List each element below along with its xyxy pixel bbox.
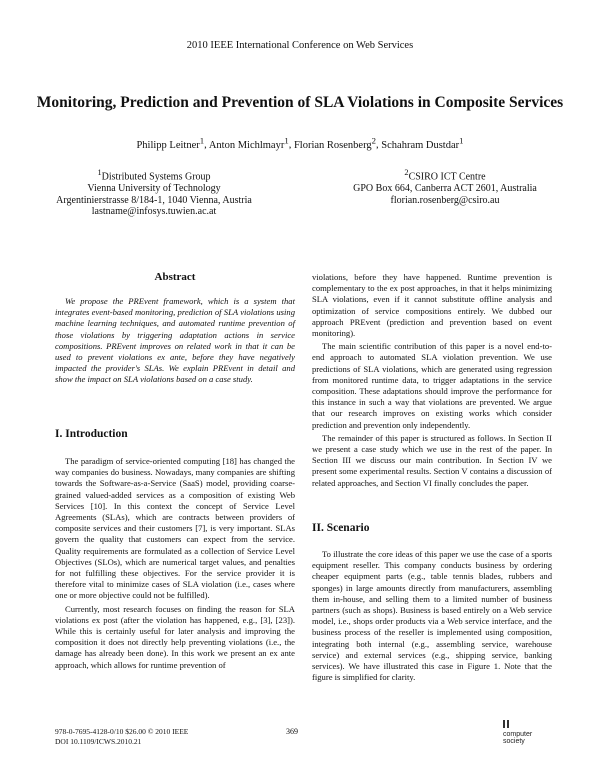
author-name: Philipp Leitner$^1$ [136,135,205,151]
footer-copyright: 978-0-7695-4128-0/10 $26.00 © 2010 IEEE DOI 10.1109/ICWS.2010.21 [55,727,189,746]
scenario-body [312,549,552,685]
paragraph: To illustrate the core ideas of this paper we use the case of a sports equipment reseller. This company conducts business by ordering cheaper equipment parts (e.g., table tennis blades, rubbers and sponges) in large amounts directly from manufacturers, assembling them in-house, and selling them to a limited number of business partners (such as shops). Business is based entirely on a Web service model, i.e., shops order products via a Web service interface, and the business process of the reseller is implemented using composition, integrating both internal (e.g., assembling service, warehouse service) and external services (e.g., shipping service, banking services). We have illustrated this case in Figure 1. Note that the figure is simplified for clarity. [312,549,552,683]
paper-title: Monitoring, Prediction and Prevention of SLA Violations in Composite Services [36,94,564,111]
introduction-body [55,456,295,673]
conference-header: 2010 IEEE International Conference on Web Services [186,40,414,51]
section-heading-introduction: I. Introduction [55,428,128,440]
paragraph: Currently, most research focuses on finding the reason for SLA violations ex post (after the violation has happened, e.g., [3], [23]). While this is certainly useful for later analysis and improving the composition it does not directly help preventing violations (i.e., the damage has already been done). In this work we present an ex ante approach, which allows for runtime prevention of [55,603,295,670]
computer-society-logo: computer society [503,720,545,742]
paragraph: violations, before they have happened. Runtime prevention is complementary to the ex post approaches, in that it helps minimizing SLA violations, even if it cannot substitute offline analysis and optimization of service compositions entirely. We dubbed our approach PREvent (prediction and prevention based on event monitoring). [312,272,552,339]
author-name: Anton Michlmayr$^1$ [208,135,289,151]
abstract-heading: Abstract [154,271,196,283]
author-name: Schahram Dustdar$^1$ [381,135,464,151]
paragraph: The remainder of this paper is structured as follows. In Section II we present a case study which we use in the rest of the paper. In Section III we discuss our main contribution. In Section IV we present some experimental results. Section V contains a discussion of related approaches, and Section VI finally concludes the paper. [312,432,552,488]
affiliation-1: $^1$Distributed Systems Group Vienna University of Technology Argentinierstrasse 8/184-1, 1040 Vienna, Austria lastname@infosys.tuwien.ac.at [56,168,252,218]
affiliation-2: $^2$CSIRO ICT Centre GPO Box 664, Canberra ACT 2601, Australia florian.rosenberg@csiro.au [353,168,537,206]
section-heading-scenario: II. Scenario [312,522,370,534]
right-column-body [312,272,552,491]
author-name: Florian Rosenberg$^2$ [293,135,377,151]
paragraph: The paradigm of service-oriented computing [18] has changed the way companies do business. Nowadays, many companies are shifting towards the Software-as-a-Service (SaaS) model, providing coarse-grained valued-added services as a composition of existing Web Services [10]. In this context the concept of Service Level Agreements (SLAs), which are contracts between providers of composite services and their customers [7], is very important. SLAs govern the quality that customers can expect from the service. Quality requirements are formulated as a collection of Service Level Objectives (SLOs), which are numerical target values, and penalties for not fulfilling these objectives. For the service provider it is therefore vital to minimize cases of SLA violation (i.e., cases where one or more objective could not be fulfilled). [55,456,295,601]
author-list: Philipp Leitner$^1$, Anton Michlmayr$^1$, Florian Rosenberg$^2$, Schahram Dustdar$^1$ [136,135,464,151]
page-number: 369 [286,727,298,736]
abstract-text: We propose the PREvent framework, which is a system that integrates event-based monitoring, prediction of SLA violations using machine learning techniques, and automated runtime prevention of those violations by triggering adaptation actions in service compositions. PREvent improves on related work in that it can be used to prevent violations ex ante, before they have negatively impacted the provider's SLAs. We explain PREvent in detail and show the impact on SLA violations based on a case study. [55,296,295,385]
paragraph: The main scientific contribution of this paper is a novel end-to-end approach to automated SLA violation prevention. We use predictions of SLA violations, which are generated using regression from monitored runtime data, to trigger adaptations in the service composition. These adaptations should improve the performance for this instance in such a way that violations are prevented. We argue that our research improves on existing works which consider prediction and prevention only independently. [312,341,552,430]
logo-mark-icon [503,720,517,728]
